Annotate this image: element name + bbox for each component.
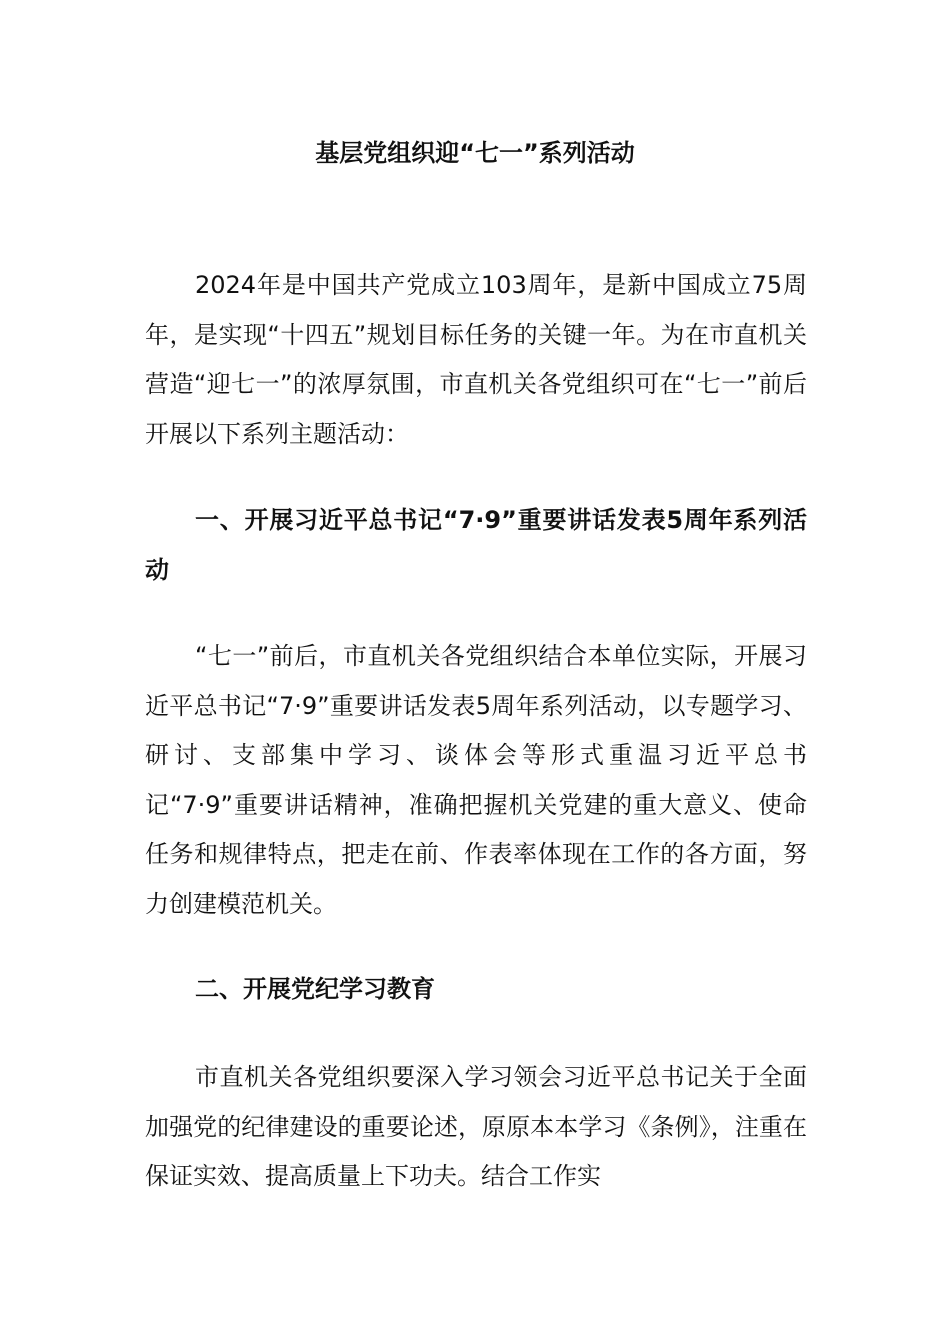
section-2-paragraph: 市直机关各党组织要深入学习领会习近平总书记关于全面加强党的纪律建设的重要论述，原原本本学习《条例》，注重在保证实效、提高质量上下功夫。结合工作实 <box>145 1063 807 1190</box>
section-heading-1: 一、开展习近平总书记“7·9”重要讲话发表5周年系列活动 <box>145 506 807 584</box>
document-title: 基层党组织迎“七一”系列活动 <box>315 139 635 167</box>
section-heading-2: 二、开展党纪学习教育 <box>195 975 435 1003</box>
section-1-paragraph: “七一”前后，市直机关各党组织结合本单位实际，开展习近平总书记“7·9”重要讲话发表5周年系列活动，以专题学习、研讨、支部集中学习、谈体会等形式重温习近平总书记“7·9”重要讲话精神，准确把握机关党建的重大意义、使命任务和规律特点，把走在前、作表率体现在工作的各方面，努力创建模范机关。 <box>145 642 807 918</box>
intro-paragraph: 2024年是中国共产党成立103周年，是新中国成立75周年，是实现“十四五”规划目标任务的关键一年。为在市直机关营造“迎七一”的浓厚氛围，市直机关各党组织可在“七一”前后开展以下系列主题活动： <box>145 271 807 448</box>
